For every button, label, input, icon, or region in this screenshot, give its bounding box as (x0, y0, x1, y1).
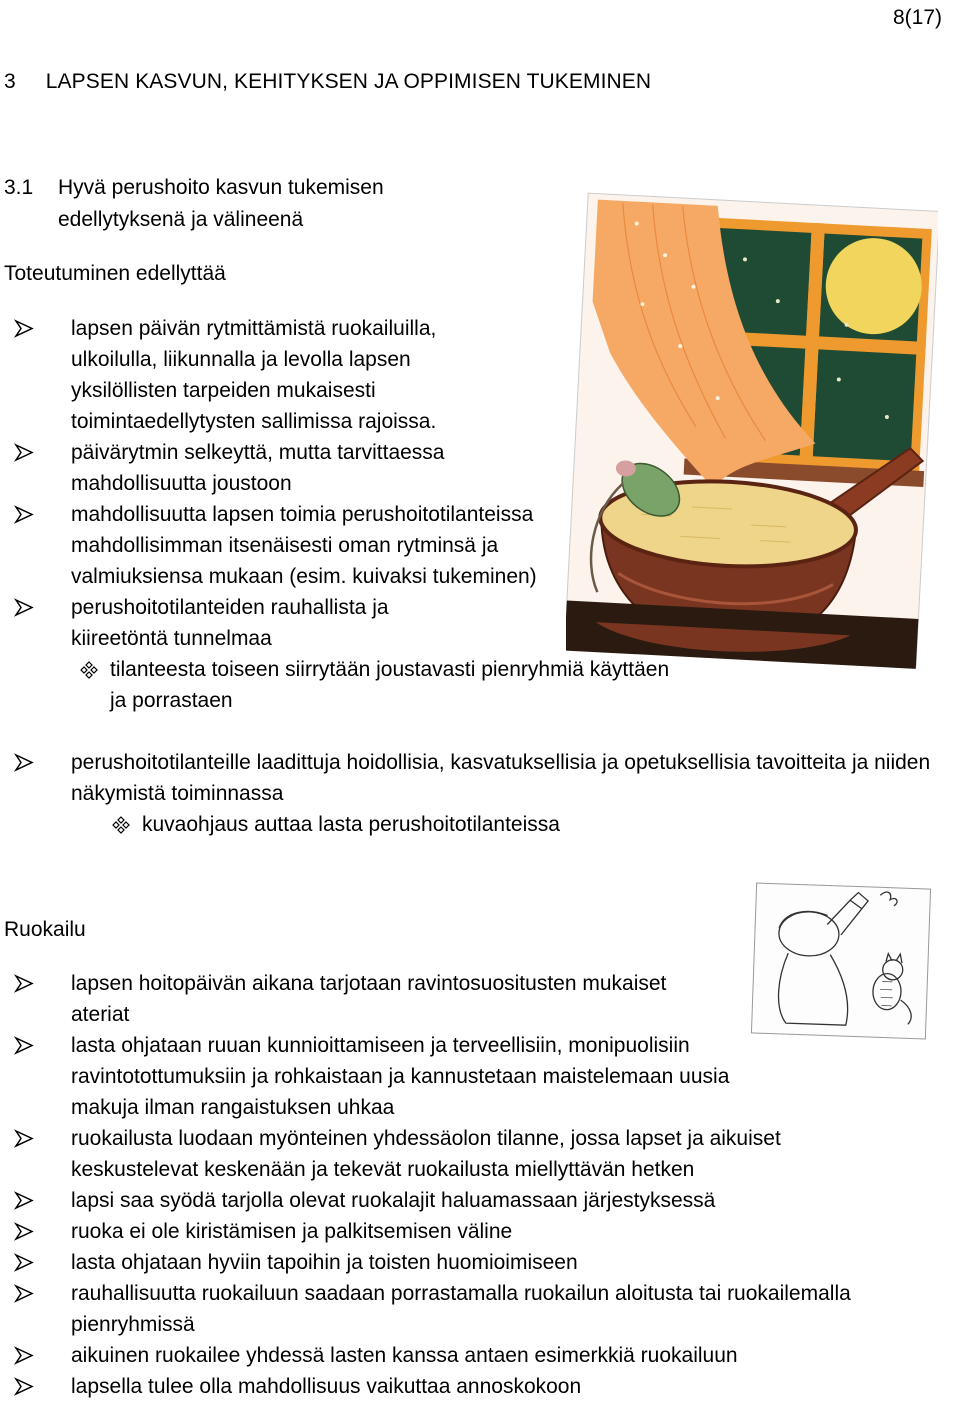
list-item-text: lapsella tulee olla mahdollisuus vaikuttaa annoskokoon (71, 1375, 582, 1398)
list-item-text: lapsen päivän rytmittämistä ruokailuilla, ulkoilulla, liikunnalla ja levolla lapsen yksilöllisten tarpeiden mukaisesti toimintaedellytysten sallimissa rajoissa. (71, 317, 437, 433)
list-item (4, 1185, 954, 1216)
chapter-number: 3 (4, 70, 16, 93)
list-item-text: perushoitotilanteille laadittuja hoidollisia, kasvatuksellisia ja opetuksellisia tavoitteita ja niiden näkymistä toiminnassa (71, 751, 931, 805)
sub-list-item-text: tilanteesta toiseen siirrytään joustavasti pienryhmiä käyttäen ja porrastaen (110, 658, 670, 712)
list-item-text: aikuinen ruokailee yhdessä lasten kanssa antaen esimerkkiä ruokailuun (71, 1344, 738, 1367)
arrowhead-bullet-icon (14, 592, 36, 623)
list-item-text: mahdollisuutta lapsen toimia perushoitotilanteissa mahdollisimman itsenäisesti oman rytminsä ja valmiuksiensa mukaan (esim. kuivaksi tukeminen) (71, 503, 537, 588)
list-item (4, 1371, 954, 1402)
arrowhead-bullet-icon (14, 1371, 36, 1402)
list-item-text: päivärytmin selkeyttä, mutta tarvittaessa mahdollisuutta joustoon (71, 441, 445, 495)
page-number: 8(17) (892, 6, 942, 29)
four-diamond-bullet-icon (112, 816, 130, 834)
arrowhead-bullet-icon (14, 1030, 36, 1061)
list-item-text: lapsi saa syödä tarjolla olevat ruokalajit haluamassaan järjestyksessä (71, 1189, 716, 1212)
list-item (4, 1216, 954, 1247)
chapter-title: LAPSEN KASVUN, KEHITYKSEN JA OPPIMISEN TUKEMINEN (45, 70, 652, 93)
sub-list-item (4, 809, 954, 840)
list-item (4, 592, 481, 654)
sub-list-item (4, 654, 670, 716)
ruokailu-heading: Ruokailu (4, 918, 86, 941)
list-item (4, 437, 521, 499)
list-item-text: lasta ohjataan ruuan kunnioittamiseen ja terveellisiin, monipuolisiin ravintotottumuksiin ja rohkaistaan ja kannustetaan maistelemaan uusia makuja ilman rangaistuksen uhkaa (71, 1034, 730, 1119)
goals-list (4, 747, 954, 840)
list-item (4, 1278, 951, 1340)
list-item-text: perushoitotilanteiden rauhallista ja kiireetöntä tunnelmaa (71, 596, 389, 650)
arrowhead-bullet-icon (14, 1340, 36, 1371)
list-item (4, 313, 521, 437)
requirements-list (4, 313, 670, 716)
ruokailu-list (4, 968, 954, 1402)
list-item (4, 1340, 954, 1371)
chapter-heading (4, 66, 651, 97)
list-item-text: ruokailusta luodaan myönteinen yhdessäolon tilanne, jossa lapset ja aikuiset keskustelevat keskenään ja tekevät ruokailusta miellyttävän hetken (71, 1127, 781, 1181)
list-item (4, 1123, 891, 1185)
arrowhead-bullet-icon (14, 747, 36, 778)
arrowhead-bullet-icon (14, 1216, 36, 1247)
section-heading (4, 172, 564, 236)
arrowhead-bullet-icon (14, 437, 36, 468)
arrowhead-bullet-icon (14, 1247, 36, 1278)
arrowhead-bullet-icon (14, 1278, 36, 1309)
list-item-text: lasta ohjataan hyviin tapoihin ja toisten huomioimiseen (71, 1251, 578, 1274)
list-item (4, 747, 954, 809)
list-item-text: lapsen hoitopäivän aikana tarjotaan ravintosuositusten mukaiset ateriat (71, 972, 667, 1026)
arrowhead-bullet-icon (14, 1185, 36, 1216)
list-item-text: rauhallisuutta ruokailuun saadaan porrastamalla ruokailun aloitusta tai ruokailemalla pienryhmissä (71, 1282, 851, 1336)
sub-list-item-text: kuvaohjaus auttaa lasta perushoitotilanteissa (142, 813, 560, 836)
list-item (4, 1247, 954, 1278)
arrowhead-bullet-icon (14, 313, 36, 344)
four-diamond-bullet-icon (80, 661, 98, 679)
section-title-line1: Hyvä perushoito kasvun tukemisen (58, 176, 384, 199)
list-item-text: ruoka ei ole kiristämisen ja palkitsemisen väline (71, 1220, 513, 1243)
arrowhead-bullet-icon (14, 968, 36, 999)
list-item (4, 499, 541, 592)
list-item (4, 968, 671, 1030)
intro-text: Toteutuminen edellyttää (4, 262, 226, 285)
section-title-line2: edellytyksenä ja välineenä (58, 208, 304, 231)
arrowhead-bullet-icon (14, 499, 36, 530)
arrowhead-bullet-icon (14, 1123, 36, 1154)
list-item (4, 1030, 751, 1123)
section-number: 3.1 (4, 176, 34, 199)
